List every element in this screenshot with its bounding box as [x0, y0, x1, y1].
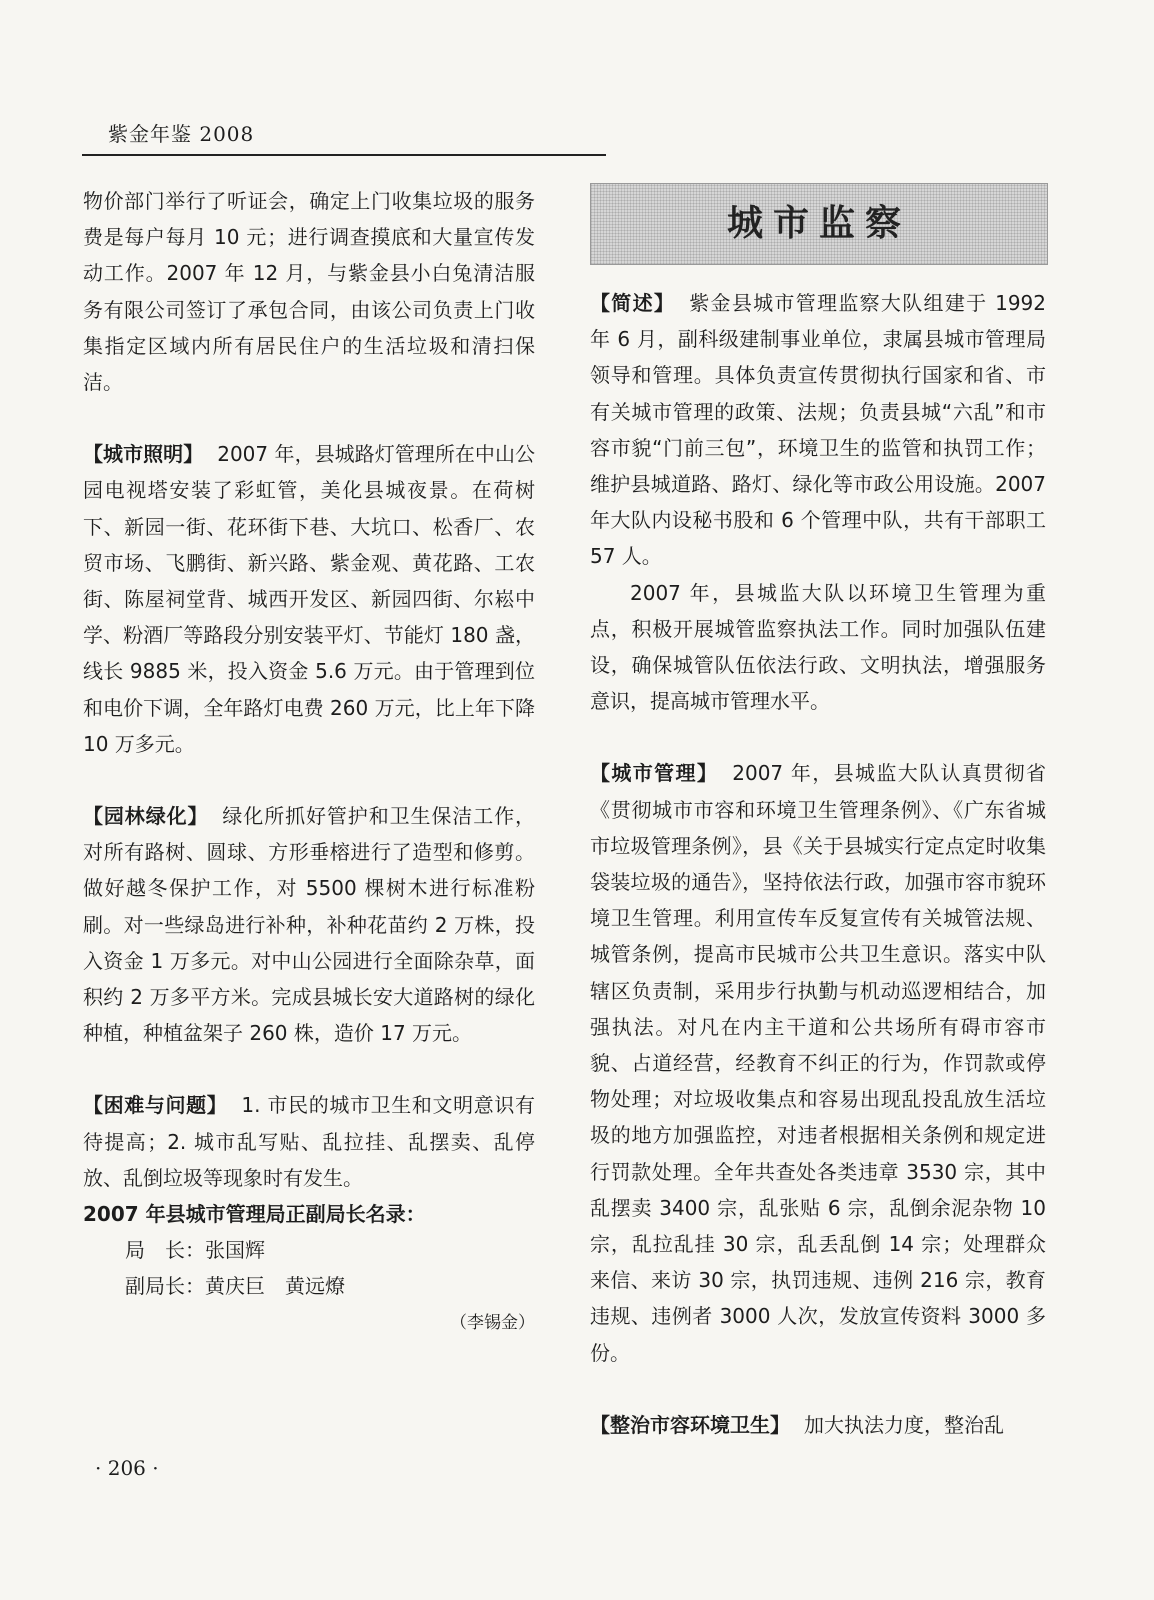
section-problems	[83, 1087, 535, 1196]
paragraph-garbage-collection: 物价部门举行了听证会，确定上门收集垃圾的服务费是每户每月 10 元；进行调查摸底和大量宣传发动工作。2007 年 12 月，与紫金县小白兔清洁服务有限公司签订了承包合同，由该公司负责上门收集指定区域内所有居民住户的生活垃圾和清扫保洁。	[83, 189, 535, 395]
section-title-banner: 城市监察	[590, 183, 1048, 265]
section-landscaping	[83, 798, 535, 1051]
section-tag-overview: 【简述】	[590, 291, 676, 315]
roster-title: 2007 年县城市管理局正副局长名录：	[83, 1202, 426, 1227]
author-signature: （李锡金）	[450, 1312, 535, 1333]
section-rectification	[590, 1407, 1046, 1443]
running-head: 紫金年鉴 2008	[108, 122, 255, 146]
section-tag-problems: 【困难与问题】	[83, 1093, 228, 1118]
section-tag-lighting: 【城市照明】	[83, 442, 204, 467]
section-overview	[590, 285, 1046, 575]
director-line: 局 长：张国辉	[125, 1238, 265, 1263]
section-text-overview: 紫金县城市管理监察大队组建于 1992 年 6 月，副科级建制事业单位，隶属县城市管理局领导和管理。具体负责宣传贯彻执行国家和省、市有关城市管理的政策、法规；负责县城“六乱”和市容市貌“门前三包”，环境卫生的监管和执罚工作；维护县城道路、路灯、绿化等市政公用设施。2007 年大队内设秘书股和 6 个管理中队，共有干部职工 57 人。	[590, 291, 1047, 569]
section-text-management: 2007 年，县城监大队认真贯彻省《贯彻城市市容和环境卫生管理条例》、《广东省城市垃圾管理条例》，县《关于县城实行定点定时收集袋装垃圾的通告》，坚持依法行政，加强市容市貌环境卫生管理。利用宣传车反复宣传有关城管法规、城管条例，提高市民城市公共卫生意识。落实中队辖区负责制，采用步行执勤与机动巡逻相结合，加强执法。对凡在内主干道和公共场所有碍市容市貌、占道经营，经教育不纠正的行为，作罚款或停物处理；对垃圾收集点和容易出现乱投乱放生活垃圾的地方加强监控，对违者根据相关条例和规定进行罚款处理。全年共查处各类违章 3530 宗，其中乱摆卖 3400 宗，乱张贴 6 宗，乱倒余泥杂物 10 宗，乱拉乱挂 30 宗，乱丢乱倒 14 宗；处理群众来信、来访 30 宗，执罚违规、违例 216 宗，教育违规、违例者 3000 人次，发放宣传资料 3000 多份。	[590, 761, 1046, 1365]
deputy-director-line: 副局长：黄庆巨 黄远燎	[125, 1274, 345, 1299]
section-text-greening: 绿化所抓好管护和卫生保洁工作，对所有路树、圆球、方形垂榕进行了造型和修剪。做好越冬保护工作，对 5500 棵树木进行标准粉刷。对一些绿岛进行补种，补种花苗约 2 万株，投入资金 1 万多元。对中山公园进行全面除杂草，面积约 2 万多平方米。完成县城长安大道路树的绿化种植，种植盆架子 260 株，造价 17 万元。	[83, 804, 536, 1046]
section-tag-management: 【城市管理】	[590, 761, 719, 786]
section-city-lighting	[83, 436, 535, 762]
right-column	[590, 183, 1046, 1443]
section-tag-greening: 【园林绿化】	[83, 804, 209, 829]
header-rule	[82, 154, 606, 156]
section-text-lighting: 2007 年，县城路灯管理所在中山公园电视塔安装了彩虹管，美化县城夜景。在荷树下、新园一街、花环街下巷、大坑口、松香厂、农贸市场、飞鹏街、新兴路、紫金观、黄花路、工农街、陈屋祠堂背、城西开发区、新园四街、尔崧中学、粉酒厂等路段分别安装平灯、节能灯 180 盏，线长 9885 米，投入资金 5.6 万元。由于管理到位和电价下调，全年路灯电费 260 万元，比上年下降 10 万多元。	[83, 442, 535, 756]
section-city-management	[590, 755, 1046, 1370]
section-text-rectification: 加大执法力度，整治乱	[804, 1412, 1004, 1437]
paragraph-overview-2: 2007 年，县城监大队以环境卫生管理为重点，积极开展城管监察执法工作。同时加强队伍建设，确保城管队伍依法行政、文明执法，增强服务意识，提高城市管理水平。	[590, 580, 1046, 714]
section-tag-rectification: 【整治市容环境卫生】	[590, 1412, 790, 1437]
section-text-problems: 1. 市民的城市卫生和文明意识有待提高；2. 城市乱写贴、乱拉挂、乱摆卖、乱停放、乱倒垃圾等现象时有发生。	[83, 1093, 536, 1190]
page-number: · 206 ·	[95, 1456, 159, 1480]
left-column	[83, 183, 535, 1341]
